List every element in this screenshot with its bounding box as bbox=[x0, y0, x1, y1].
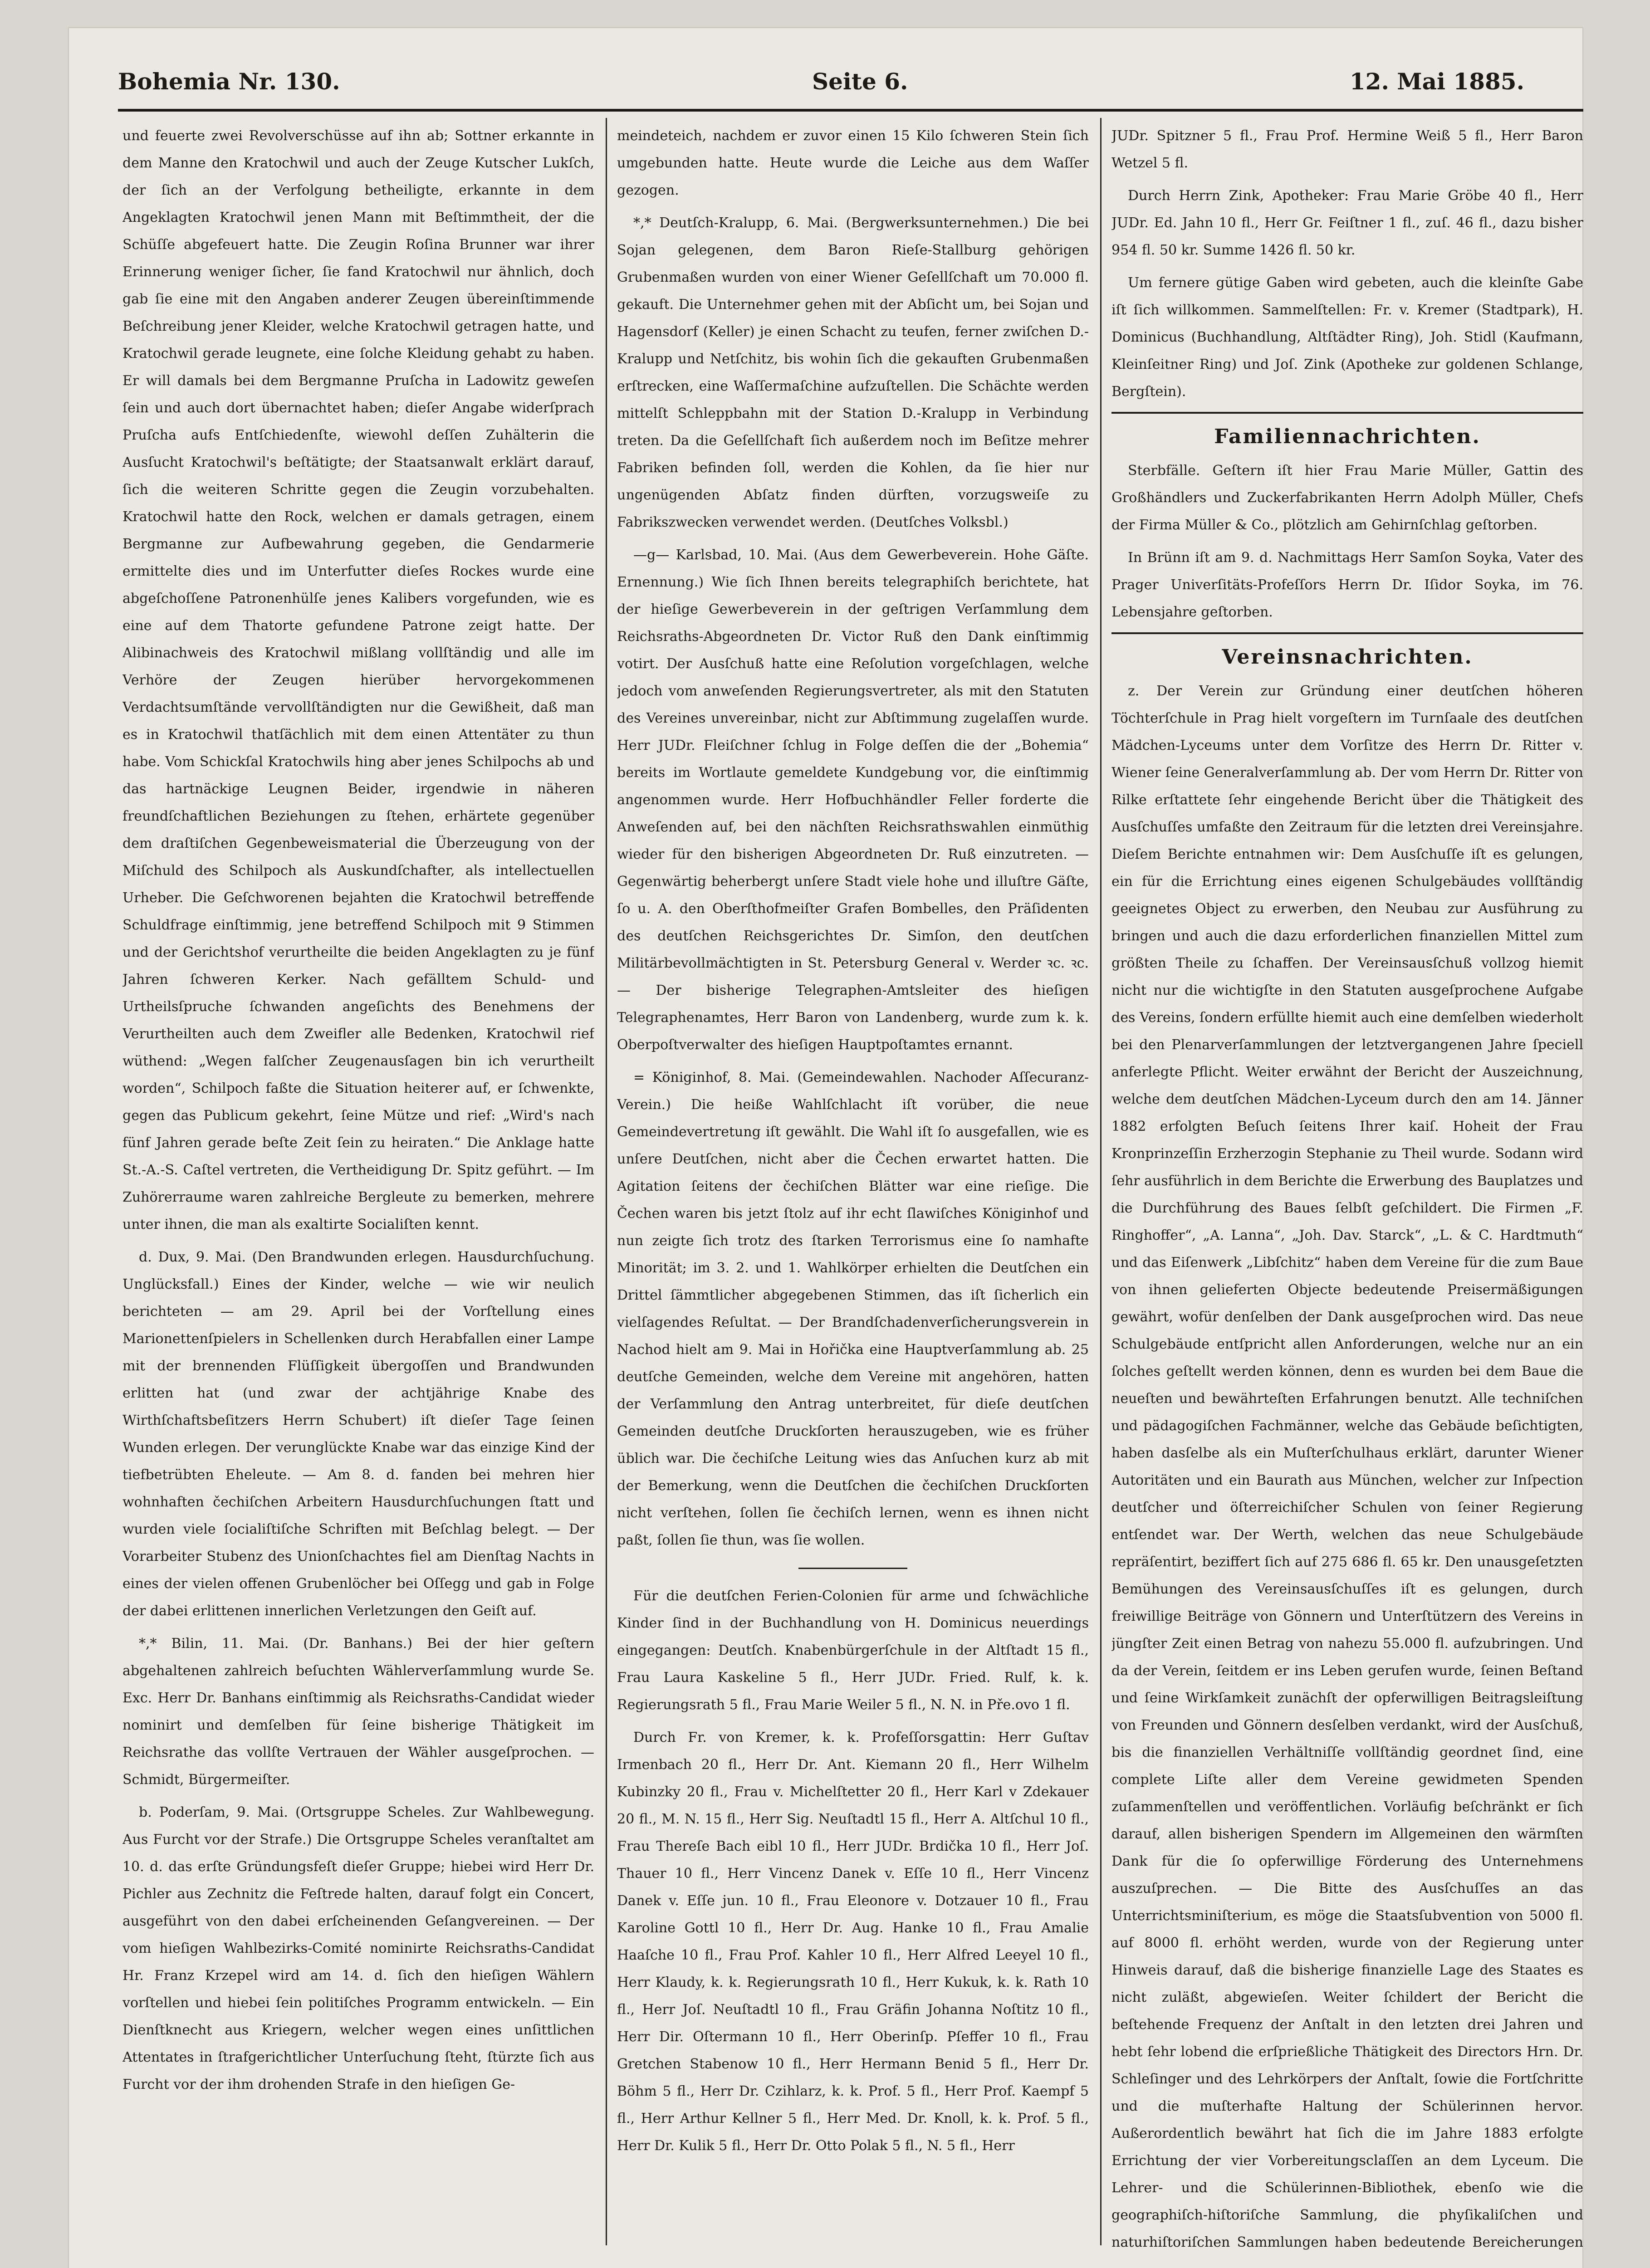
page-header bbox=[64, 54, 1579, 104]
issue-date: 12. Mai 1885. bbox=[1349, 68, 1524, 95]
section-rule bbox=[1111, 412, 1583, 414]
column-divider bbox=[606, 118, 607, 2245]
section-title-vereinsnachrichten: Vereinsnachrichten. bbox=[1222, 645, 1473, 669]
notice-sterbfaelle: Sterbfälle. Geſtern iſt hier Frau Marie Müller, Gattin des Großhändlers und Zuckerfabrikanten Herrn Adolph Müller, Chefs der Firma Müller & Co., plötzlich am Gehirnſchlag geſtorben. bbox=[1111, 463, 1583, 533]
donations-appeal: Um fernere gütige Gaben wird gebeten, auch die kleinſte Gabe iſt ſich willkommen. Sammelſtellen: Fr. v. Kremer (Stadtpark), H. Dominicus (Buchhandlung, Altſtädter Ring), Joh. Stidl (Kaufmann, Kleinſeitner Ring) und Joſ. Zink (Apotheke zur goldenen Schlange, Bergſtein). bbox=[1111, 275, 1583, 400]
section-divider bbox=[798, 1568, 907, 1569]
donations-kremer-list: Durch Fr. von Kremer, k. k. Profeſſorsgattin: Herr Guſtav Irmenbach 20 fl., Herr Dr. Ant. Kiemann 20 fl., Herr Wilhelm Kubinzky 20 fl., Frau v. Michelſtetter 20 fl., Herr Karl v Zdekauer 20 fl., M. N. 15 fl., Herr Sig. Neuſtadtl 15 fl., Herr A. Altſchul 10 fl., Frau Thereſe Bach eibl 10 fl., Herr JUDr. Brdička 10 fl., Herr Joſ. Thauer 10 fl., Herr Vincenz Danek v. Eſſe 10 fl., Herr Vincenz Danek v. Eſſe jun. 10 fl., Frau Eleonore v. Dotzauer 10 fl., Frau Karoline Gottl 10 fl., Herr Dr. Aug. Hanke 10 fl., Frau Amalie Haaſche 10 fl., Frau Prof. Kahler 10 fl., Herr Alfred Leeyel 10 fl., Herr Klaudy, k. k. Regierungsrath 10 fl., Herr Kukuk, k. k. Rath 10 fl., Herr Joſ. Neuſtadtl 10 fl., Frau Gräfin Johanna Noſtitz 10 fl., Herr Dir. Oſtermann 10 fl., Herr Oberinſp. Pſeffer 10 fl., Frau Gretchen Stabenow 10 fl., Herr Hermann Benid 5 fl., Herr Dr. Böhm 5 fl., Herr Dr. Czihlarz, k. k. Prof. 5 fl., Herr Prof. Kaempf 5 fl., Herr Arthur Kellner 5 fl., Herr Med. Dr. Knoll, k. k. Prof. 5 fl., Herr Dr. Kulik 5 fl., Herr Dr. Otto Polak 5 fl., N. 5 fl., Herr bbox=[617, 1730, 1089, 2154]
column-2 bbox=[617, 122, 1089, 2254]
donations-list-cont: JUDr. Spitzner 5 fl., Frau Prof. Hermine Weiß 5 fl., Herr Baron Wetzel 5 fl. bbox=[1111, 128, 1583, 171]
article-bilin: *,* Bilin, 11. Mai. (Dr. Banhans.) Bei der hier geſtern abgehaltenen zahlreich beſuchten Wählerverſammlung wurde Se. Exc. Herr Dr. Banhans einſtimmig als Reichsraths-Candidat wieder nominirt und demſelben für ſeine bisherige Thätigkeit im Reichsrathe das vollſte Vertrauen der Wähler ausgeſprochen. — Schmidt, Bürgermeiſter. bbox=[122, 1636, 594, 1788]
column-3 bbox=[1111, 122, 1583, 2254]
article-dux: d. Dux, 9. Mai. (Den Brandwunden erlegen. Hausdurchſuchung. Unglücksfall.) Eines der Kinder, welche — wie wir neulich berichteten — am 29. April bei der Vorſtellung eines Marionettenſpielers in Schellenken durch Herabfallen einer Lampe mit der brennenden Flüſſigkeit übergoſſen und Brandwunden erlitten hat (und zwar der achtjährige Knabe des Wirthſchaftsbeſitzers Herrn Schubert) iſt dieſer Tage ſeinen Wunden erlegen. Der verunglückte Knabe war das einzige Kind der tiefbetrübten Eheleute. — Am 8. d. fanden bei mehren hier wohnhaften čechiſchen Arbeitern Hausdurchſuchungen ſtatt und wurden viele ſocialiſtiſche Schriften mit Beſchlag belegt. — Der Vorarbeiter Stubenz des Unionſchachtes fiel am Dienſtag Nachts in eines der vielen offenen Grubenlöcher bei Oſſegg und gab in Folge der dabei erlittenen innerlichen Verletzungen den Geiſt auf. bbox=[122, 1249, 594, 1619]
donations-zink: Durch Herrn Zink, Apotheker: Frau Marie Gröbe 40 fl., Herr JUDr. Ed. Jahn 10 fl., Herr Gr. Feiſtner 1 fl., zuſ. 46 fl., dazu bisher 954 fl. 50 kr. Summe 1426 fl. 50 kr. bbox=[1111, 188, 1583, 258]
article-karlsbad: —g— Karlsbad, 10. Mai. (Aus dem Gewerbeverein. Hohe Gäſte. Ernennung.) Wie ſich Ihnen bereits telegraphiſch berichtete, hat der hieſige Gewerbeverein in der geſtrigen Verſammlung dem Reichsraths-Abgeordneten Dr. Victor Ruß den Dank einſtimmig votirt. Der Ausſchuß hatte eine Reſolution vorgeſchlagen, welche jedoch vom anweſenden Regierungsvertreter, als mit den Statuten des Vereines unvereinbar, nicht zur Abſtimmung zugelaſſen wurde. Herr JUDr. Fleiſchner ſchlug in Folge deſſen die der „Bohemia“ bereits im Wortlaute gemeldete Kundgebung vor, die einſtimmig angenommen wurde. Herr Hofbuchhändler Feller forderte die Anweſenden auf, bei den nächſten Reichsrathswahlen einmüthig wieder für den bisherigen Abgeordneten Dr. Ruß einzutreten. — Gegenwärtig beherbergt unſere Stadt viele hohe und illuſtre Gäſte, ſo u. A. den Oberſthofmeiſter Grafen Bombelles, den Präſidenten des deutſchen Reichsgerichtes Dr. Simſon, den deutſchen Militärbevollmächtigten in St. Petersburg General v. Werder ꝛc. ꝛc. — Der bisherige Telegraphen-Amtsleiter des hieſigen Telegraphenamtes, Herr Baron von Landenberg, wurde zum k. k. Oberpoſtverwalter des hieſigen Hauptpoſtamtes ernannt. bbox=[617, 547, 1089, 1053]
page-number: Seite 6. bbox=[812, 68, 908, 95]
column-1 bbox=[122, 122, 594, 2254]
header-rule bbox=[118, 109, 1583, 112]
article-kratochwil-trial: und feuerte zwei Revolverschüsse auf ihn ab; Sottner erkannte in dem Manne den Kratochwil und auch der Zeuge Kutscher Lukſch, der ſich an der Verfolgung betheiligte, erkannte in dem Angeklagten Kratochwil jenen Mann mit Beſtimmtheit, der die Schüſſe abgefeuert hatte. Die Zeugin Roſina Brunner war ihrer Erinnerung weniger ſicher, ſie fand Kratochwil nur ähnlich, doch gab ſie eine mit den Angaben anderer Zeugen übereinſtimmende Beſchreibung jener Kleider, welche Kratochwil getragen hatte, und Kratochwil gerade leugnete, eine ſolche Kleidung gehabt zu haben. Er will damals bei dem Bergmanne Pruſcha in Ladowitz geweſen ſein und auch dort übernachtet haben; dieſer Angabe widerſprach Pruſcha aufs Entſchiedenſte, wiewohl deſſen Zuhälterin die Ausſucht Kratochwil's beſtätigte; der Staatsanwalt erklärt darauf, ſich die weiteren Schritte gegen die Zeugin vorzubehalten. Kratochwil hatte den Rock, welchen er damals getragen, einem Bergmanne zur Aufbewahrung gegeben, die Gendarmerie ermittelte dies und im Unterfutter dieſes Rockes wurde eine abgeſchoſſene Patronenhülſe jenes Kalibers vorgefunden, wie es eine auf dem Thatorte gefundene Patrone zeigt hatte. Der Alibinachweis des Kratochwil mißlang vollſtändig und alle im Verhöre der Zeugen hierüber hervorgekommenen Verdachtsumſtände vervollſtändigten nur die Gewißheit, daß man es in Kratochwil thatſächlich mit dem einen Attentäter zu thun habe. Vom Schickſal Kratochwils hing aber jenes Schilpochs ab und das hartnäckige Leugnen Beider, irgendwie in näheren freundſchaftlichen Beziehungen zu ſtehen, erhärtete gegenüber dem draſtiſchen Gegenbeweismaterial die Überzeugung von der Miſchuld des Schilpoch als Auskundſchafter, als intellectuellen Urheber. Die Geſchworenen bejahten die Kratochwil betreffende Schuldfrage einſtimmig, jene betreffend Schilpoch mit 9 Stimmen und der Gerichtshof verurtheilte die beiden Angeklagten zu je fünf Jahren ſchweren Kerker. Nach gefälltem Schuld- und Urtheilsſpruche ſchwanden angeſichts des Benehmens der Verurtheilten auch dem Zweifler alle Bedenken, Kratochwil rief wüthend: „Wegen falſcher Zeugenausſagen bin ich verurtheilt worden“, Schilpoch faßte die Situation heiterer auf, er ſchwenkte, gegen das Publicum gekehrt, ſeine Mütze und rief: „Wird's nach fünf Jahren gerade beſte Zeit ſein zu heiraten.“ Die Anklage hatte St.-A.-S. Caſtel vertreten, die Vertheidigung Dr. Spitz geführt. — Im Zuhörerraume waren zahlreiche Bergleute zu bemerken, mehrere unter ihnen, die man als exaltirte Socialiſten kennt. bbox=[122, 128, 594, 1232]
donations-ferien-colonien: Für die deutſchen Ferien-Colonien für arme und ſchwächliche Kinder ſind in der Buchhandlung von H. Dominicus neuerdings eingegangen: Deutſch. Knabenbürgerſchule in der Altſtadt 15 fl., Frau Laura Kaskeline 5 fl., Herr JUDr. Fried. Rulf, k. k. Regierungsrath 5 fl., Frau Marie Weiler 5 fl., N. N. in Pře.ovo 1 fl. bbox=[617, 1588, 1089, 1713]
column-divider bbox=[1100, 118, 1102, 2245]
article-koeniginhof: = Königinhof, 8. Mai. (Gemeindewahlen. Nachoder Aſſecuranz-Verein.) Die heiße Wahlſchlacht iſt vorüber, die neue Gemeindevertretung iſt gewählt. Die Wahl iſt ſo ausgefallen, wie es unſere Deutſchen, nicht aber die Čechen erwartet hatten. Die Agitation ſeitens der čechiſchen Blätter war eine rieſige. Die Čechen waren bis jetzt ſtolz auf ihr echt ſlawiſches Königinhof und nun zeigte ſich trotz des ſtarken Terrorismus eine ſo namhafte Minorität; im 3. 2. und 1. Wahlkörper erhielten die Deutſchen ein Drittel ſämmtlicher abgegebenen Stimmen, das iſt ſicherlich ein vielſagendes Reſultat. — Der Brandſchadenverſicherungsverein in Nachod hielt am 9. Mai in Hořička eine Hauptverſammlung ab. 25 deutſche Gemeinden, welche dem Vereine mit angehören, hatten der Verſammlung den Antrag unterbreitet, für dieſe deutſchen Gemeinden deutſche Druckſorten herauszugeben, wie es früher üblich war. Die čechiſche Leitung wies das Anſuchen kurz ab mit der Bemerkung, wenn die Deutſchen die čechiſchen Druckſorten nicht verſtehen, ſollen ſie čechiſch lernen, wenn es ihnen nicht paßt, ſollen ſie thun, was ſie wollen. bbox=[617, 1070, 1089, 1548]
section-title-familiennachrichten: Familiennachrichten. bbox=[1214, 425, 1481, 448]
section-rule bbox=[1111, 632, 1583, 634]
masthead-issue: Bohemia Nr. 130. bbox=[118, 68, 340, 95]
article-podersam: b. Poderſam, 9. Mai. (Ortsgruppe Scheles. Zur Wahlbewegung. Aus Furcht vor der Strafe.) Die Ortsgruppe Scheles veranſtaltet am 10. d. das erſte Gründungsfeſt dieſer Gruppe; hiebei wird Herr Dr. Pichler aus Zechnitz die Feſtrede halten, darauf folgt ein Concert, ausgeführt von den dabei erſcheinenden Geſangvereinen. — Der vom hieſigen Wahlbezirks-Comité nominirte Reichsraths-Candidat Hr. Franz Krzepel wird am 14. d. ſich den hieſigen Wählern vorſtellen und hiebei ſein politiſches Programm entwickeln. — Ein Dienſtknecht aus Kriegern, welcher wegen eines unſittlichen Attentates in ſtrafgerichtlicher Unterſuchung ſteht, ſtürzte ſich aus Furcht vor der ihm drohenden Strafe in den hieſigen Ge- bbox=[122, 1804, 594, 2092]
notice-bruenn: In Brünn iſt am 9. d. Nachmittags Herr Samſon Soyka, Vater des Prager Univerſitäts-Profeſſors Herrn Dr. Iſidor Soyka, im 76. Lebensjahre geſtorben. bbox=[1111, 550, 1583, 620]
article-deutsch-kralupp: *,* Deutſch-Kralupp, 6. Mai. (Bergwerksunternehmen.) Die bei Sojan gelegenen, dem Baron Rieſe-Stallburg gehörigen Grubenmaßen wurden von einer Wiener Geſellſchaft um 70.000 fl. gekauft. Die Unternehmer gehen mit der Abſicht um, bei Sojan und Hagensdorf (Keller) je einen Schacht zu teufen, ferner zwiſchen D.-Kralupp und Netſchitz, bis wohin ſich die gekauften Grubenmaßen erſtrecken, eine Waſſermaſchine aufzuſtellen. Die Schächte werden mittelſt Schleppbahn mit der Station D.-Kralupp in Verbindung treten. Da die Geſellſchaft ſich außerdem noch im Beſitze mehrer Fabriken befinden ſoll, werden die Kohlen, da ſie hier nur ungenügenden Abſatz finden dürften, vorzugsweiſe zu Fabrikszwecken verwendet werden. (Deutſches Volksbl.) bbox=[617, 215, 1089, 530]
article-toechterschule-verein: z. Der Verein zur Gründung einer deutſchen höheren Töchterſchule in Prag hielt vorgeſtern im Turnſaale des deutſchen Mädchen-Lyceums unter dem Vorſitze des Herrn Dr. Ritter v. Wiener ſeine Generalverſammlung ab. Der vom Herrn Dr. Ritter von Rilke erſtattete ſehr eingehende Bericht über die Thätigkeit des Ausſchuſſes umfaßte den Zeitraum für die letzten drei Vereinsjahre. Dieſem Berichte entnahmen wir: Dem Ausſchuſſe iſt es gelungen, ein für die Errichtung eines eigenen Schulgebäudes vollſtändig geeignetes Object zu erwerben, den Neubau zur Ausführung zu bringen und auch die dazu erforderlichen finanziellen Mittel zum größten Theile zu ſchaffen. Der Vereinsausſchuß vollzog hiemit nicht nur die wichtigſte in den Statuten ausgeſprochene Aufgabe des Vereins, ſondern erfüllte hiemit auch eine demſelben wiederholt bei den Plenarverſammlungen der letztvergangenen Jahre ſpeciell anferlegte Pflicht. Weiter erwähnt der Bericht der Auszeichnung, welche dem deutſchen Mädchen-Lyceum durch den am 14. Jänner 1882 erfolgten Beſuch ſeitens Ihrer kaiſ. Hoheit der Frau Kronprinzeſſin Erzherzogin Stephanie zu Theil wurde. Sodann wird ſehr ausführlich in dem Berichte die Erwerbung des Bauplatzes und die Durchführung des Baues ſelbſt geſchildert. Die Firmen „F. Ringhoffer“, „A. Lanna“, „Joh. Dav. Starck“, „L. & C. Hardtmuth“ und das Eiſenwerk „Libſchitz“ haben dem Vereine für die zum Baue von ihnen gelieferten Objecte bedeutende Preisermäßigungen gewährt, wofür denſelben der Dank ausgeſprochen wird. Das neue Schulgebäude entſpricht allen Anforderungen, welche nur an ein ſolches geſtellt werden können, denn es wurden bei dem Baue die neueſten und bewährteſten Erfahrungen benutzt. Alle techniſchen und pädagogiſchen Fachmänner, welche das Gebäude beſichtigten, haben dasſelbe als ein Muſterſchulhaus erklärt, darunter Wiener Autoritäten und ein Baurath aus München, welcher zur Inſpection deutſcher und öſterreichiſcher Schulen von ſeiner Regierung entſendet war. Der Werth, welchen das neue Schulgebäude repräſentirt, beziffert ſich auf 275 686 fl. 65 kr. Den unausgeſetzten Bemühungen des Vereinsausſchuſſes iſt es gelungen, durch freiwillige Beiträge von Gönnern und Unterſtützern des Vereins in jüngſter Zeit einen Betrag von nahezu 55.000 fl. aufzubringen. Und da der Verein, ſeitdem er ins Leben gerufen wurde, ſeinen Beſtand und ſeine Wirkſamkeit zunächſt der opferwilligen Beitragsleiſtung von Freunden und Gönnern desſelben verdankt, wird der Ausſchuß, bis die finanziellen Verhältniſſe vollſtändig geordnet ſind, eine complete Liſte aller dem Vereine gewidmeten Spenden zuſammenſtellen und veröffentlichen. Vorläufig beſchränkt er ſich darauf, allen bisherigen Spendern im Allgemeinen den wärmſten Dank für die ſo opferwillige Förderung des Unternehmens auszuſprechen. — Die Bitte des Ausſchuſſes an das Unterrichtsminiſterium, es möge die Staatsſubvention von 5000 fl. auf 8000 fl. erhöht werden, wurde von der Regierung unter Hinweis darauf, daß die bisherige finanzielle Lage des Staates es nicht zuläßt, abgewieſen. Weiter ſchildert der Bericht die beſtehende Frequenz der Anſtalt in den letzten drei Jahren und hebt ſehr lobend die erſprießliche Thätigkeit des Directors Hrn. Dr. Schleſinger und des Lehrkörpers der Anſtalt, ſowie die Fortſchritte und die muſterhafte Haltung der Schülerinnen hervor. Außerordentlich bewährt hat ſich die im Jahre 1883 erfolgte Errichtung der vier Vorbereitungsclaſſen an dem Lyceum. Die Lehrer- und die Schülerinnen-Bibliothek, ebenſo wie die geographiſch-hiſtoriſche Sammlung, die phyſikaliſchen und naturhiſtoriſchen Sammlungen haben bedeutende Bereicherungen bbox=[1111, 683, 1583, 2250]
article-podersam-cont: meindeteich, nachdem er zuvor einen 15 Kilo ſchweren Stein ſich umgebunden hatte. Heute wurde die Leiche aus dem Waſſer gezogen. bbox=[617, 128, 1089, 198]
